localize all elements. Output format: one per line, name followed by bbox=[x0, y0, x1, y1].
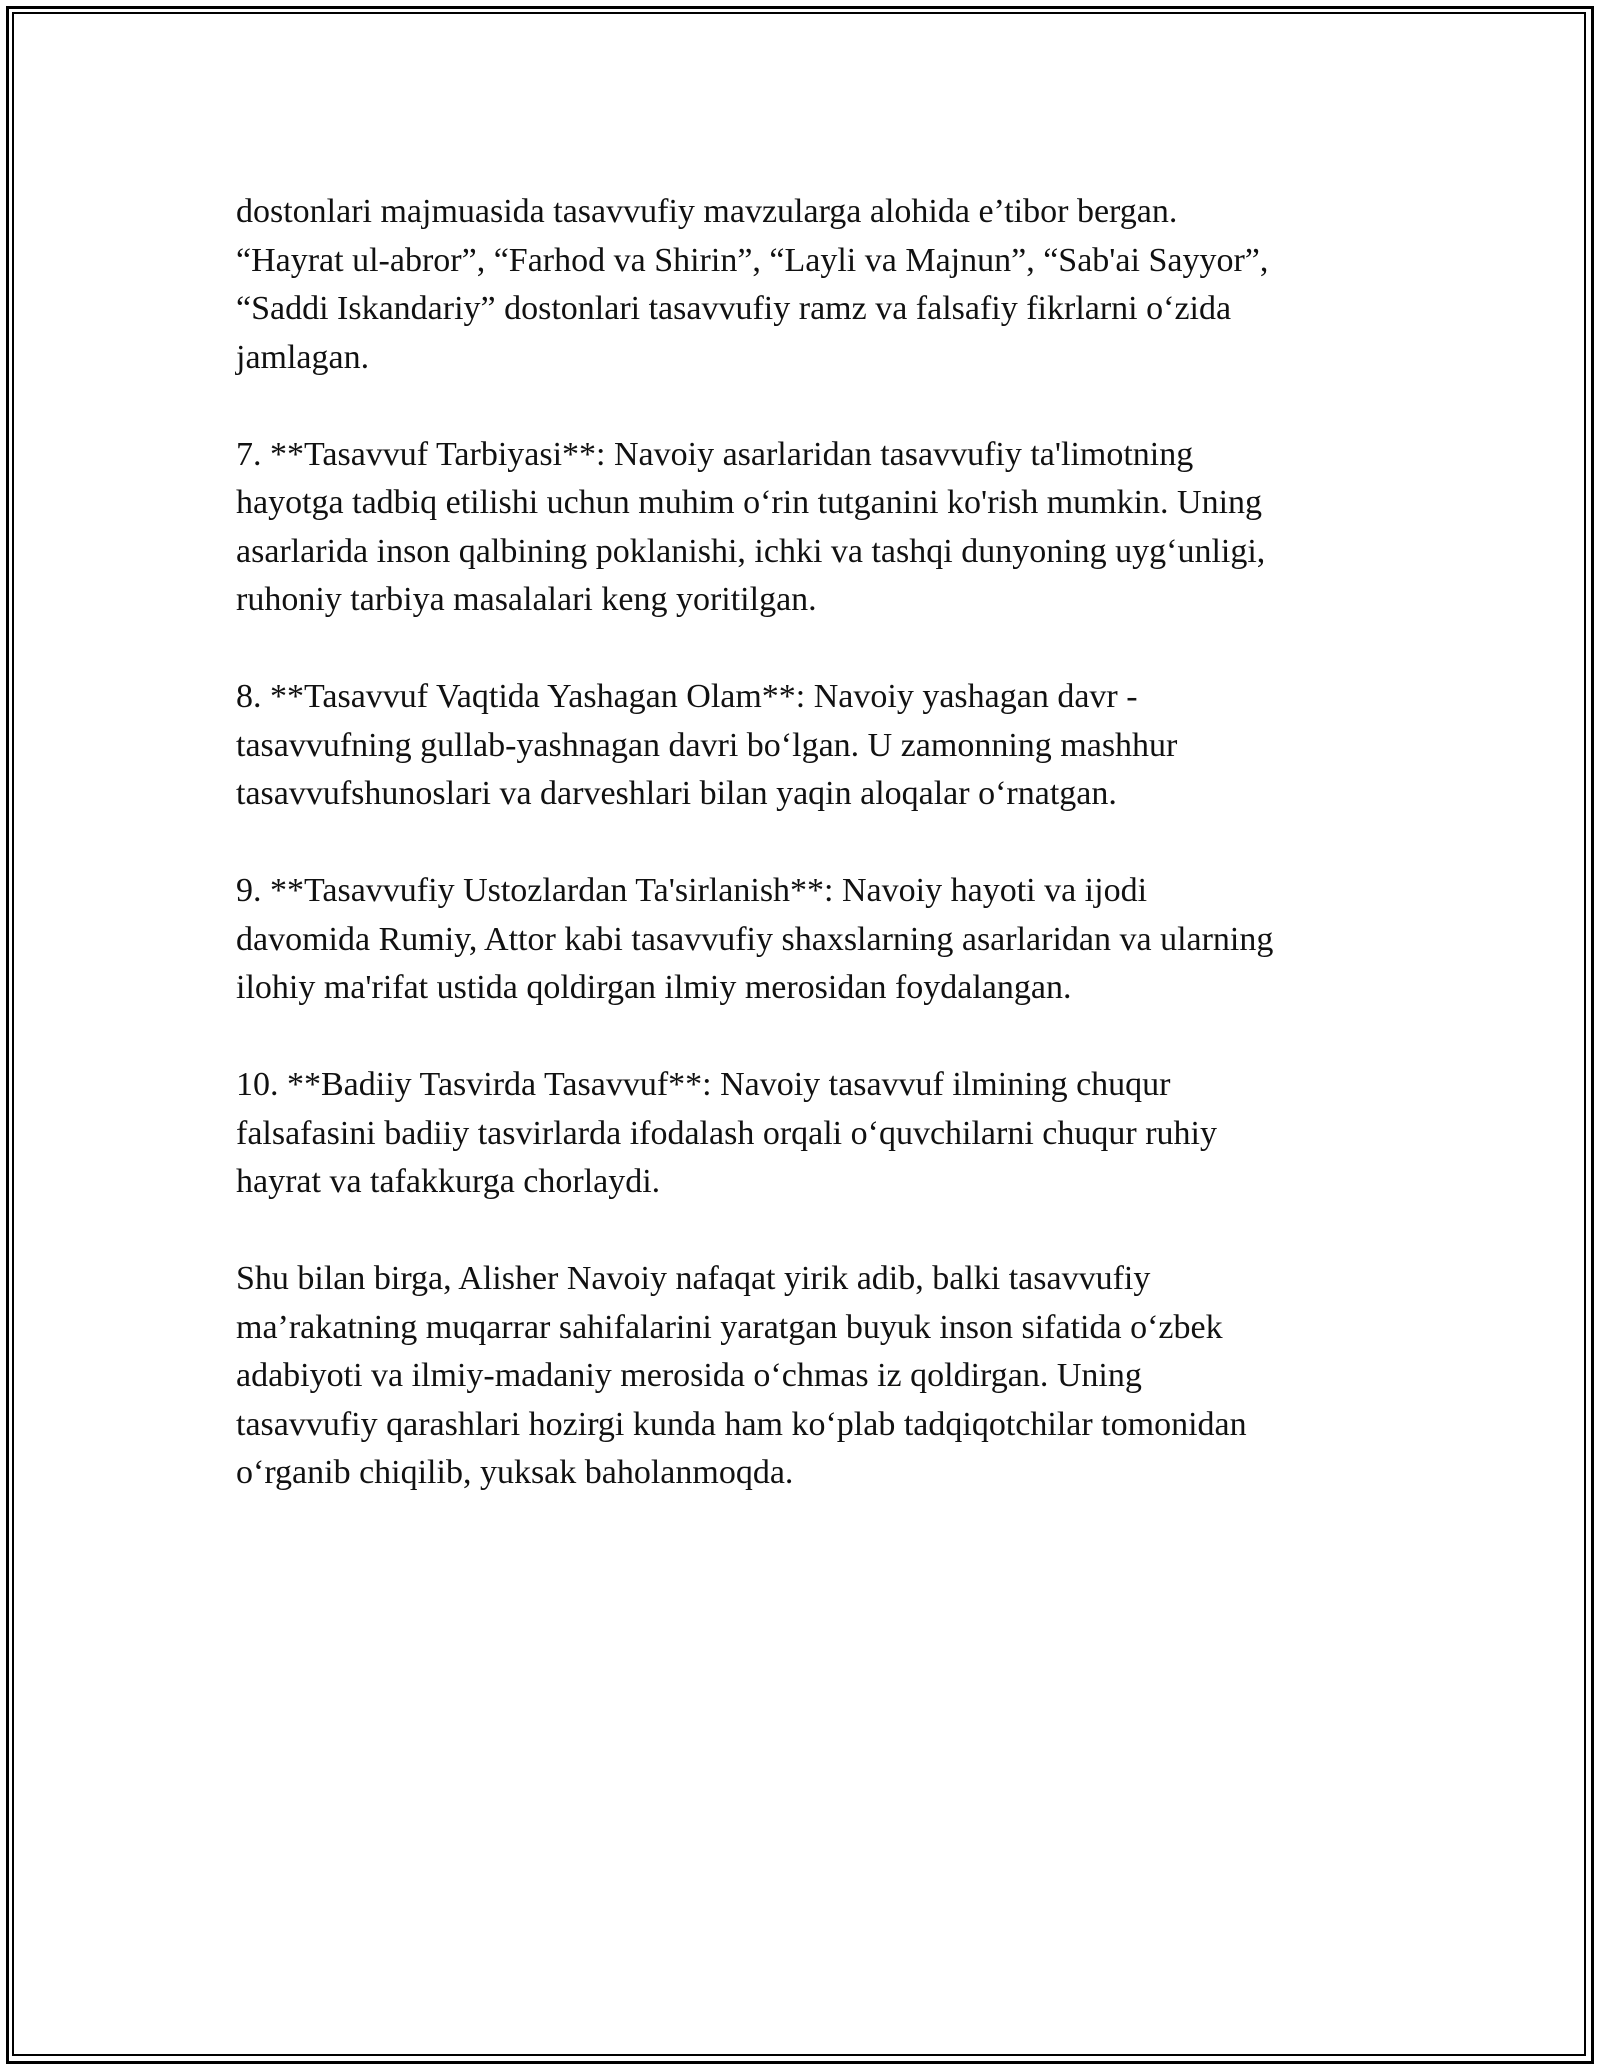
paragraph-item-9: 9. **Tasavvufiy Ustozlardan Ta'sirlanish**: Navoiy hayoti va ijodi davomida Rumiy, Attor kabi tasavvufiy shaxslarning asarlaridan va ularning ilohiy ma'rifat ustida qoldirgan ilmiy merosidan foydalangan. bbox=[236, 872, 1274, 1006]
paragraph-item-8: 8. **Tasavvuf Vaqtida Yashagan Olam**: Navoiy yashagan davr - tasavvufning gullab-yashnagan davri bo‘lgan. U zamonning mashhur tasavvufshunoslari va darveshlari bilan yaqin aloqalar o‘rnatgan. bbox=[236, 678, 1178, 812]
paragraph-item-7: 7. **Tasavvuf Tarbiyasi**: Navoiy asarlaridan tasavvufiy ta'limotning hayotga tadbiq etilishi uchun muhim o‘rin tutganini ko'rish mumkin. Uning asarlarida inson qalbining poklanishi, ichki va tashqi dunyoning uyg‘unligi, ruhoniy tarbiya masalalari keng yoritilgan. bbox=[236, 435, 1266, 618]
paragraph-intro-continuation: dostonlari majmuasida tasavvufiy mavzularga alohida e’tibor bergan. “Hayrat ul-abror”, “Farhod va Shirin”, “Layli va Majnun”, “Sab'ai Sayyor”, “Saddi Iskandariy” dostonlari tasavvufiy ramz va falsafiy fikrlarni o‘zida jamlagan. bbox=[236, 193, 1269, 376]
document-body bbox=[236, 188, 1376, 1546]
paragraph-conclusion: Shu bilan birga, Alisher Navoiy nafaqat yirik adib, balki tasavvufiy ma’rakatning muqarrar sahifalarini yaratgan buyuk inson sifatida o‘zbek adabiyoti va ilmiy-madaniy merosida o‘chmas iz qoldirgan. Uning tasavvufiy qarashlari hozirgi kunda ham ko‘plab tadqiqotchilar tomonidan o‘rganib chiqilib, yuksak baholanmoqda. bbox=[236, 1260, 1247, 1491]
paragraph-item-10: 10. **Badiiy Tasvirda Tasavvuf**: Navoiy tasavvuf ilmining chuqur falsafasini badiiy tasvirlarda ifodalash orqali o‘quvchilarni chuqur ruhiy hayrat va tafakkurga chorlaydi. bbox=[236, 1066, 1217, 1200]
